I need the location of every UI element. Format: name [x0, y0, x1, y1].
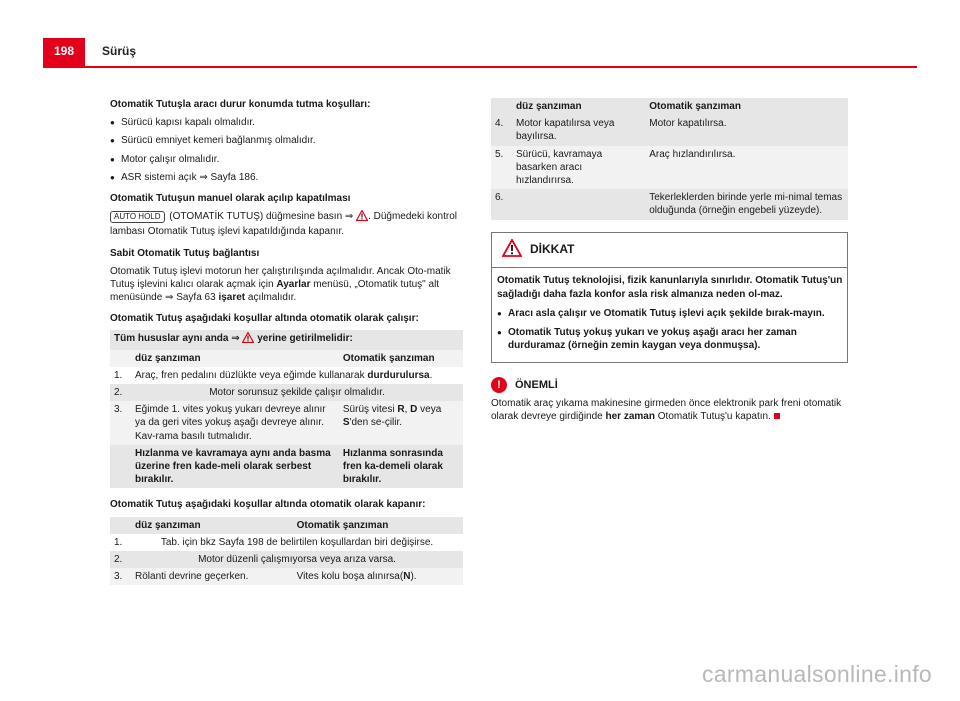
table-cell: Hızlanma sonrasında fren ka-demeli olarak bırakılır.	[342, 447, 443, 486]
fixed-text: Otomatik Tutuş işlevi motorun her çalıştırılışında açılmalıdır. Ancak Oto-matik Tutuş işlevini kalıcı olarak açmak için	[110, 265, 451, 290]
watermark: carmanualsonline.info	[701, 660, 932, 687]
column-header: düz şanzıman	[135, 519, 201, 531]
manual-text: . Düğmedeki kontrol lambası Otomatik Tutuş işlevi kapatıldığında kapanır.	[110, 211, 458, 238]
warning-title: DİKKAT	[530, 242, 575, 256]
warning-box	[491, 232, 848, 364]
row-number: 1.	[114, 369, 123, 381]
auto-off-heading: Otomatik Tutuş aşağıdaki koşullar altında otomatik olarak kapanır:	[110, 499, 426, 511]
table-cell: Eğimde 1. vites yokuş yukarı devreye alınır ya da geri vites yokuş aşağı devreye alınır. Kav-rama basılı tutmalıdır.	[135, 404, 326, 442]
table-header-row	[491, 98, 848, 115]
end-marker-icon	[774, 413, 780, 419]
column-header: Otomatik şanzıman	[342, 352, 435, 364]
list-item: ● Motor çalışır olmalıdır.	[110, 153, 463, 166]
table-row	[110, 384, 463, 401]
warning-triangle-icon	[356, 210, 368, 225]
notice-block	[491, 377, 848, 423]
mark-word: işaret	[218, 292, 246, 304]
list-item: ● ASR sistemi açık ⇒ Sayfa 186.	[110, 171, 463, 184]
list-item: ● Sürücü kapısı kapalı olmalıdır.	[110, 116, 463, 129]
row-number: 2.	[114, 387, 123, 398]
notice-header	[491, 377, 848, 393]
table-cell: Motor kapatılırsa veya bayılırsa.	[516, 118, 615, 143]
table-row	[110, 330, 463, 349]
notice-exclamation-icon: !	[491, 377, 507, 393]
list-item: ● Aracı asla çalışır ve Otomatik Tutuş işlevi açık şekilde bırak-mayın.	[497, 307, 843, 320]
table-cell: Motor kapatılırsa.	[649, 118, 727, 130]
auto-on-table	[110, 330, 463, 488]
column-header: Otomatik şanzıman	[649, 101, 741, 112]
table-row	[491, 146, 848, 190]
table-row	[491, 189, 848, 219]
table-row	[110, 568, 463, 585]
auto-off-table-continued	[491, 98, 848, 220]
notice-title: ÖNEMLİ	[515, 379, 558, 391]
manual-paragraph	[110, 210, 463, 238]
row-number: 2.	[114, 553, 123, 565]
table-row	[491, 115, 848, 145]
manual-text: (OTOMATİK TUTUŞ) düğmesine basın ⇒	[166, 211, 357, 223]
auto-hold-key: AUTO HOLD	[110, 211, 165, 223]
table-cell: Tab. için bkz Sayfa 198 de belirtilen koşullardan biri değişirse.	[160, 536, 434, 548]
list-item: ● Sürücü emniyet kemeri bağlanmış olmalıdır.	[110, 134, 463, 147]
table-cell: Rölanti devrine geçerken.	[135, 571, 249, 583]
settings-menu-name: Ayarlar	[276, 278, 311, 290]
table-caption: Tüm hususlar aynı anda ⇒ yerine getirilmelidir:	[110, 330, 463, 349]
column-header: düz şanzıman	[516, 101, 582, 112]
column-header: düz şanzıman	[135, 352, 201, 364]
table-cell: Sürüş vitesi R, D veya S'den se-çilir.	[342, 404, 442, 429]
table-row	[110, 401, 463, 445]
table-cell: Motor sorunsuz şekilde çalışır olmalıdır.	[209, 387, 385, 398]
left-column	[110, 98, 463, 595]
table-row	[110, 445, 463, 489]
table-header-row	[110, 350, 463, 367]
table-row	[110, 367, 463, 384]
manual-heading: Otomatik Tutuşun manuel olarak açılıp kapatılması	[110, 192, 351, 204]
header-divider	[43, 66, 917, 68]
table-cell: Vites kolu boşa alınırsa(N).	[296, 571, 417, 583]
row-number: 3.	[114, 571, 123, 583]
warning-intro: Otomatik Tutuş teknolojisi, fizik kanunlarıyla sınırlıdır. Otomatik Tutuş'un sağladığı daha fazla konfor asla risk almanıza neden ol-maz.	[497, 275, 843, 300]
right-column	[491, 98, 848, 432]
table-cell: Sürücü, kavramaya basarken aracı hızlandırırsa.	[516, 148, 603, 186]
table-row	[110, 551, 463, 568]
table-cell: Araç hızlandırılırsa.	[649, 148, 736, 160]
warning-list	[497, 307, 843, 353]
table-cell: Motor düzenli çalışmıyorsa veya arıza varsa.	[198, 553, 396, 565]
warning-body	[492, 268, 847, 362]
table-header-row	[110, 517, 463, 534]
warning-triangle-icon	[502, 239, 522, 262]
auto-off-table	[110, 517, 463, 586]
row-number: 3.	[114, 404, 123, 416]
conditions-heading: Otomatik Tutuşla aracı durur konumda tutma koşulları:	[110, 99, 371, 110]
fixed-heading: Sabit Otomatik Tutuş bağlantısı	[110, 247, 260, 259]
row-number: 4.	[495, 118, 504, 130]
row-number: 6.	[495, 192, 504, 204]
fixed-text: menüsü, „Otomatik tutuş" alt menüsünde ⇒ Sayfa 63	[110, 278, 440, 304]
page-number: 198	[43, 38, 85, 66]
list-item: ● Otomatik Tutuş yokuş yukarı ve yokuş aşağı aracı her zaman durduramaz (örneğin zemin kaygan veya donmuşsa).	[497, 326, 843, 352]
warning-header	[492, 233, 847, 269]
fixed-paragraph	[110, 265, 463, 305]
row-number: 1.	[114, 536, 123, 548]
notice-text: Otomatik araç yıkama makinesine girmeden önce elektronik park freni otomatik olarak devreye girdiğinde her zaman Otomatik Tutuş'u kapatın.	[491, 398, 842, 423]
table-cell: Hızlanma ve kavramaya aynı anda basma üzerine fren kade-meli olarak serbest bırakılır.	[135, 447, 331, 486]
table-cell: Tekerleklerden birinde yerle mi-nimal temas olduğunda (örneğin engebeli yüzeyde).	[649, 192, 843, 217]
warning-triangle-icon	[242, 332, 254, 347]
table-row	[110, 534, 463, 551]
column-header: Otomatik şanzıman	[296, 519, 389, 531]
table-cell	[512, 189, 645, 219]
auto-on-heading: Otomatik Tutuş aşağıdaki koşullar altında otomatik olarak çalışır:	[110, 313, 419, 325]
row-number: 5.	[495, 148, 504, 160]
conditions-list	[110, 116, 463, 184]
table-cell: Araç, fren pedalını düzlükte veya eğimde kullanarak durdurulursa.	[135, 369, 433, 381]
fixed-text: açılmalıdır.	[245, 292, 297, 304]
section-title: Sürüş	[102, 44, 137, 58]
